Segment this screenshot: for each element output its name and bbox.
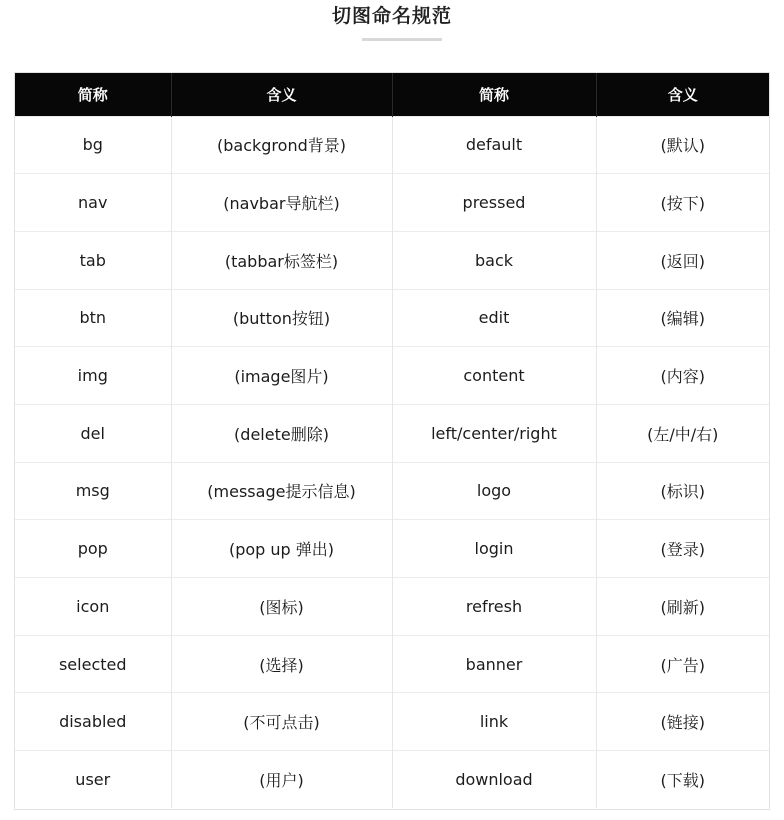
abbr-cell: user bbox=[15, 751, 171, 809]
meaning-cell: (pop up 弹出) bbox=[171, 520, 392, 578]
meaning-cell: (message提示信息) bbox=[171, 462, 392, 520]
table-row bbox=[15, 520, 769, 578]
abbr-cell: link bbox=[392, 693, 596, 751]
table-row bbox=[15, 174, 769, 232]
abbr-cell: refresh bbox=[392, 578, 596, 636]
abbr-cell: del bbox=[15, 404, 171, 462]
abbr-cell: selected bbox=[15, 635, 171, 693]
meaning-cell: (选择) bbox=[171, 635, 392, 693]
table-row bbox=[15, 289, 769, 347]
table-header bbox=[15, 73, 769, 116]
meaning-cell: (tabbar标签栏) bbox=[171, 231, 392, 289]
abbr-cell: pop bbox=[15, 520, 171, 578]
table-row bbox=[15, 404, 769, 462]
table-body bbox=[15, 116, 769, 808]
abbr-cell: tab bbox=[15, 231, 171, 289]
naming-convention-table bbox=[15, 73, 769, 808]
meaning-cell: (按下) bbox=[596, 174, 769, 232]
abbr-cell: disabled bbox=[15, 693, 171, 751]
meaning-cell: (默认) bbox=[596, 116, 769, 174]
header-abbr-2: 简称 bbox=[392, 73, 596, 116]
abbr-cell: default bbox=[392, 116, 596, 174]
abbr-cell: back bbox=[392, 231, 596, 289]
meaning-cell: (标识) bbox=[596, 462, 769, 520]
abbr-cell: img bbox=[15, 347, 171, 405]
meaning-cell: (图标) bbox=[171, 578, 392, 636]
meaning-cell: (下载) bbox=[596, 751, 769, 809]
meaning-cell: (编辑) bbox=[596, 289, 769, 347]
abbr-cell: logo bbox=[392, 462, 596, 520]
page-title: 切图命名规范 bbox=[331, 5, 452, 27]
meaning-cell: (用户) bbox=[171, 751, 392, 809]
abbr-cell: btn bbox=[15, 289, 171, 347]
header-abbr-1: 简称 bbox=[15, 73, 171, 116]
meaning-cell: (内容) bbox=[596, 347, 769, 405]
abbr-cell: msg bbox=[15, 462, 171, 520]
meaning-cell: (button按钮) bbox=[171, 289, 392, 347]
meaning-cell: (广告) bbox=[596, 635, 769, 693]
table-row bbox=[15, 693, 769, 751]
table-row bbox=[15, 578, 769, 636]
meaning-cell: (刷新) bbox=[596, 578, 769, 636]
meaning-cell: (登录) bbox=[596, 520, 769, 578]
abbr-cell: download bbox=[392, 751, 596, 809]
abbr-cell: pressed bbox=[392, 174, 596, 232]
table-row bbox=[15, 751, 769, 809]
abbr-cell: login bbox=[392, 520, 596, 578]
table-row bbox=[15, 347, 769, 405]
meaning-cell: (backgrond背景) bbox=[171, 116, 392, 174]
abbr-cell: nav bbox=[15, 174, 171, 232]
header-row bbox=[15, 73, 769, 116]
title-underline bbox=[362, 38, 442, 41]
meaning-cell: (左/中/右) bbox=[596, 404, 769, 462]
abbr-cell: content bbox=[392, 347, 596, 405]
table-row bbox=[15, 635, 769, 693]
meaning-cell: (delete删除) bbox=[171, 404, 392, 462]
abbr-cell: left/center/right bbox=[392, 404, 596, 462]
table-row bbox=[15, 116, 769, 174]
header-meaning-2: 含义 bbox=[667, 85, 698, 104]
meaning-cell: (image图片) bbox=[171, 347, 392, 405]
meaning-cell: (返回) bbox=[596, 231, 769, 289]
abbr-cell: bg bbox=[15, 116, 171, 174]
naming-table-container bbox=[14, 72, 770, 810]
table-row bbox=[15, 462, 769, 520]
abbr-cell: icon bbox=[15, 578, 171, 636]
meaning-cell: (不可点击) bbox=[171, 693, 392, 751]
table-row bbox=[15, 231, 769, 289]
header-meaning-1: 含义 bbox=[171, 73, 392, 116]
abbr-cell: edit bbox=[392, 289, 596, 347]
meaning-cell: (navbar导航栏) bbox=[171, 174, 392, 232]
meaning-cell: (链接) bbox=[596, 693, 769, 751]
abbr-cell: banner bbox=[392, 635, 596, 693]
